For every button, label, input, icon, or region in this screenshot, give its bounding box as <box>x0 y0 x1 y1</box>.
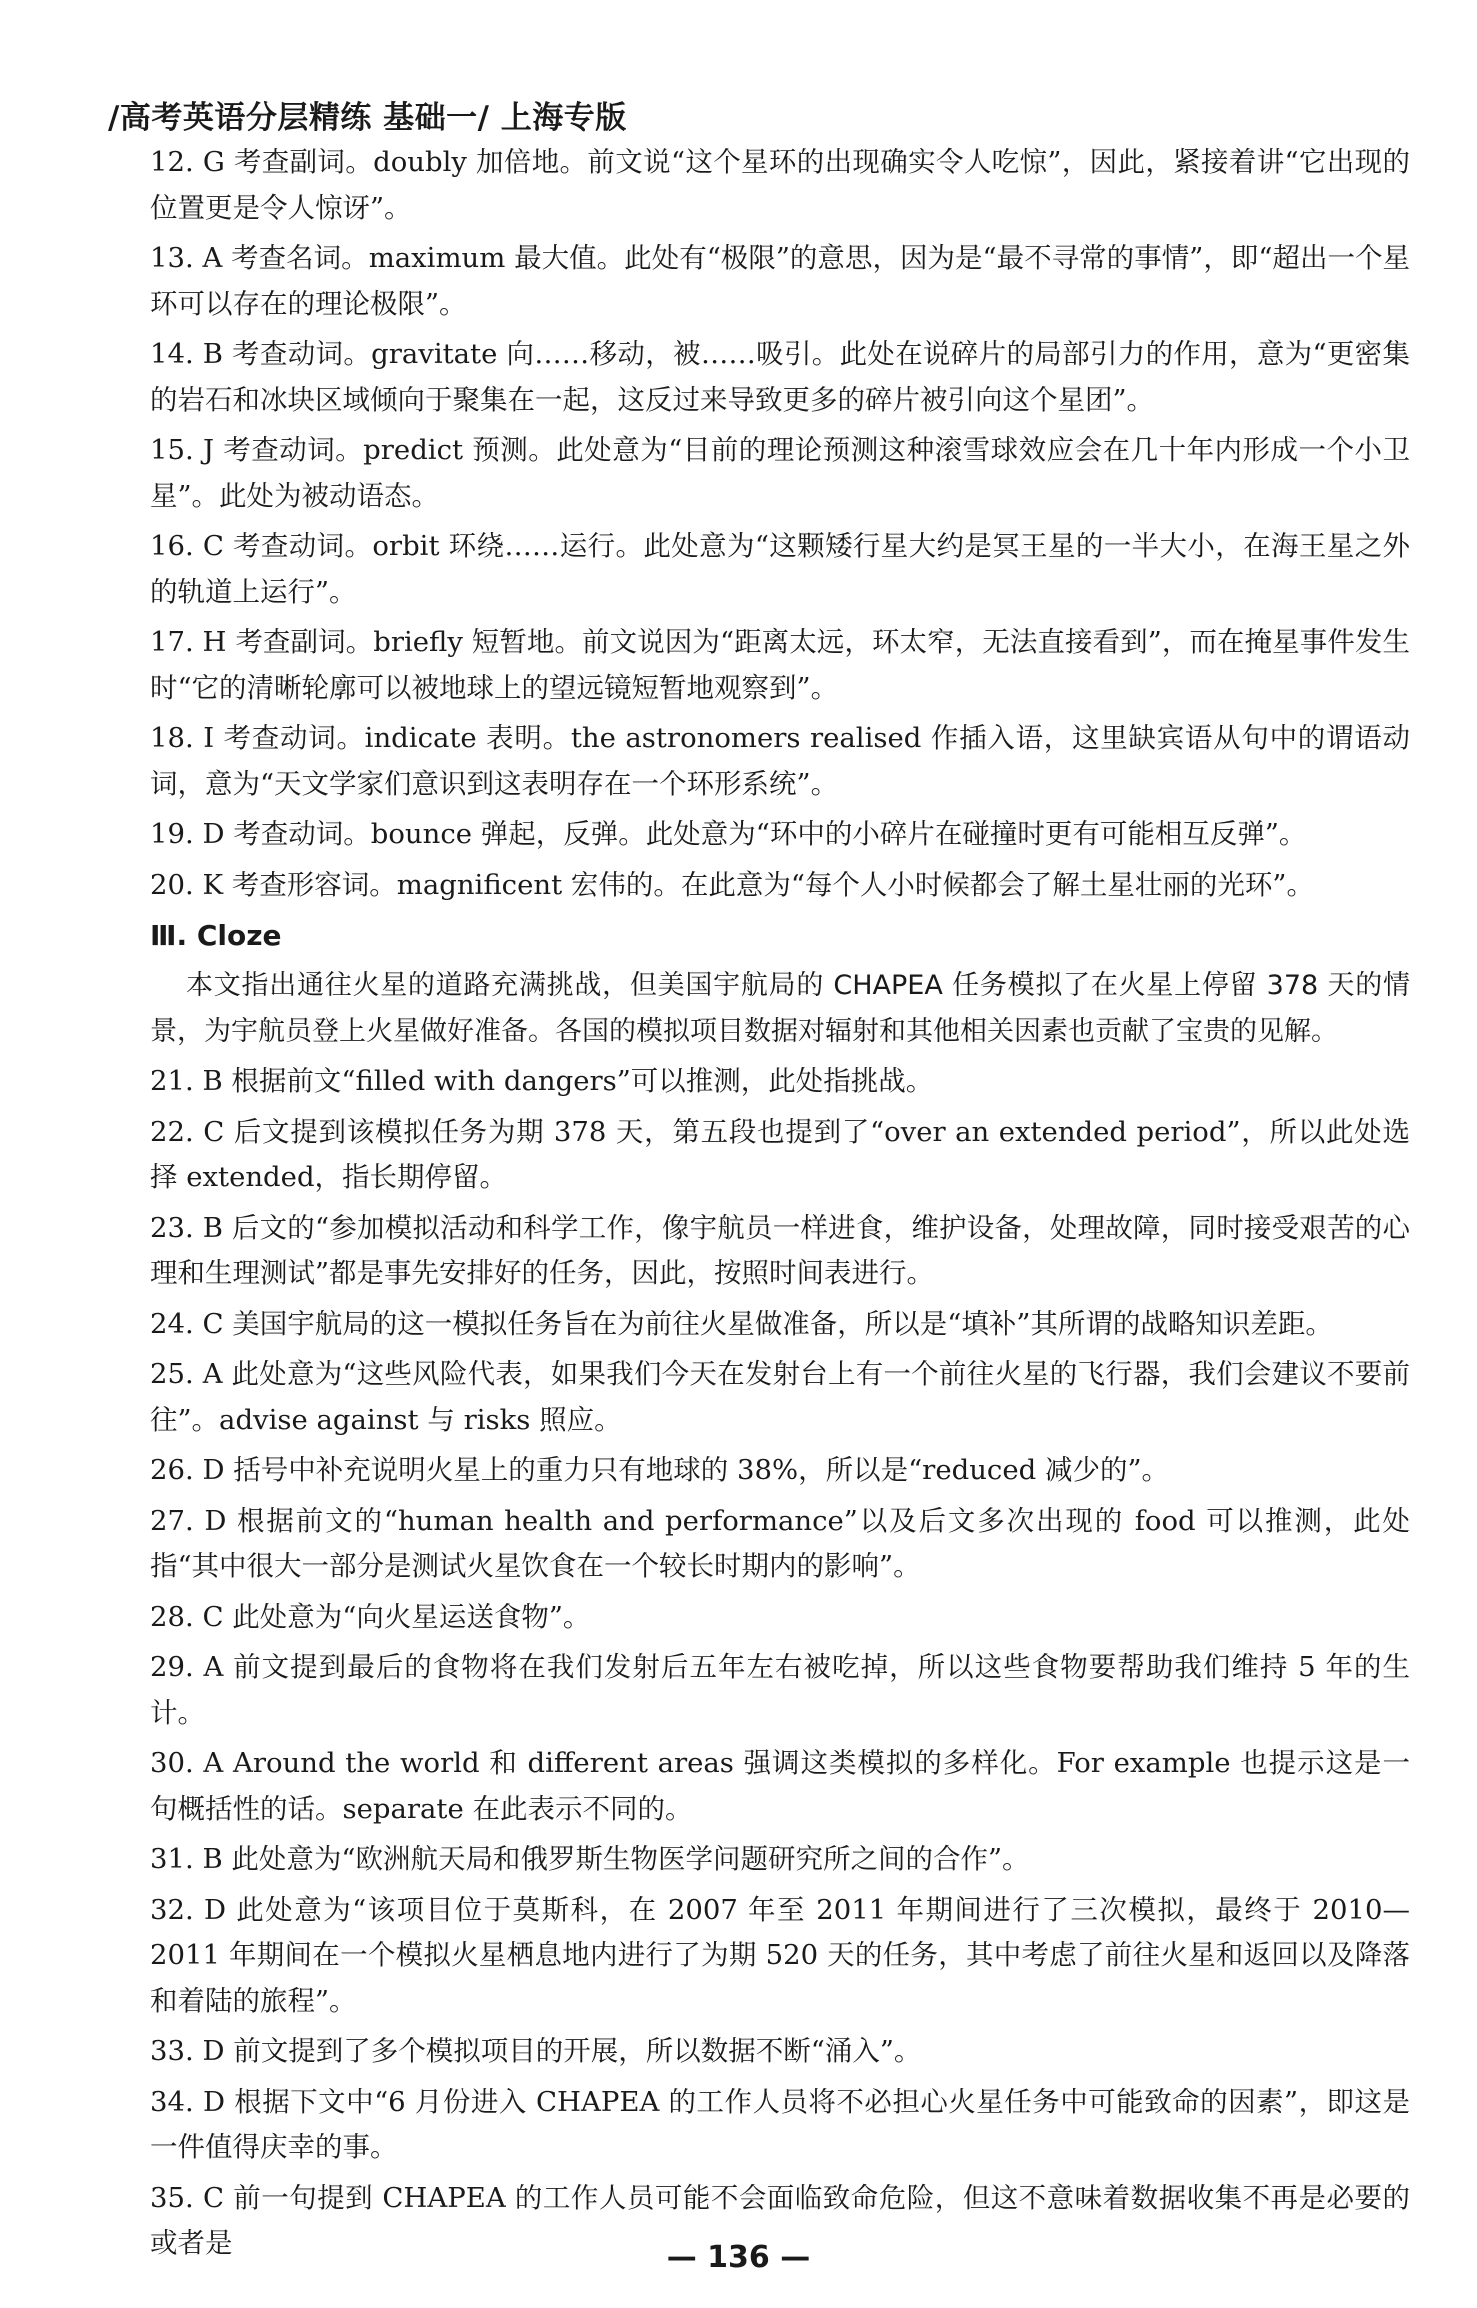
answer-item: 19. D 考查动词。bounce 弹起，反弹。此处意为“环中的小碎片在碰撞时更有可能相互反弹”。 <box>150 818 1307 850</box>
answer-item: 30. A Around the world 和 different areas 强调这类模拟的多样化。For example 也提示这是一句概括性的话。separate 在此表示不同的。 <box>150 1747 1410 1825</box>
answer-item: 20. K 考查形容词。magnificent 宏伟的。在此意为“每个人小时候都会了解土星壮丽的光环”。 <box>150 868 1314 901</box>
answer-item: 32. D 此处意为“该项目位于莫斯科，在 2007 年至 2011 年期间进行了三次模拟，最终于 2010—2011 年期间在一个模拟火星栖息地内进行了为期 520 天的任务，其中考虑了前往火星和返回以及降落和着陆的旅程”。 <box>150 1893 1410 2017</box>
passage-summary: 本文指出通往火星的道路充满挑战，但美国宇航局的 CHAPEA 任务模拟了在火星上停留 378 天的情景，为宇航员登上火星做好准备。各国的模拟项目数据对辐射和其他相关因素也贡献了宝贵的见解。 <box>150 970 1410 1047</box>
answer-list-part-1 <box>150 140 1410 908</box>
answer-item: 27. D 根据前文的“human health and performance”以及后文多次出现的 food 可以推测，此处指“其中很大一部分是测试火星饮食在一个较长时期内的影响”。 <box>150 1504 1410 1582</box>
page-number: — 136 — <box>666 2240 811 2275</box>
content-column <box>150 140 1410 2272</box>
answer-item: 15. J 考查动词。predict 预测。此处意为“目前的理论预测这种滚雪球效应会在几十年内形成一个小卫星”。此处为被动语态。 <box>150 434 1410 512</box>
answer-item: 25. A 此处意为“这些风险代表，如果我们今天在发射台上有一个前往火星的飞行器，我们会建议不要前往”。advise against 与 risks 照应。 <box>150 1358 1410 1436</box>
answer-item: 16. C 考查动词。orbit 环绕……运行。此处意为“这颗矮行星大约是冥王星的一半大小，在海王星之外的轨道上运行”。 <box>150 530 1410 608</box>
answer-item: 22. C 后文提到该模拟任务为期 378 天，第五段也提到了“over an extended period”，所以此处选择 extended，指长期停留。 <box>150 1115 1410 1193</box>
answer-item: 29. A 前文提到最后的食物将在我们发射后五年左右被吃掉，所以这些食物要帮助我们维持 5 年的生计。 <box>150 1651 1410 1729</box>
answer-item: 18. I 考查动词。indicate 表明。the astronomers realised 作插入语，这里缺宾语从句中的谓语动词，意为“天文学家们意识到这表明存在一个环形系统”。 <box>150 722 1410 800</box>
running-head: /高考英语分层精练 基础一/ 上海专版 <box>108 100 627 136</box>
answer-item: 17. H 考查副词。briefly 短暂地。前文说因为“距离太远，环太窄，无法直接看到”，而在掩星事件发生时“它的清晰轮廓可以被地球上的望远镜短暂地观察到”。 <box>150 626 1410 704</box>
answer-item: 21. B 根据前文“filled with dangers”可以推测，此处指挑战。 <box>150 1065 934 1097</box>
answer-item: 13. A 考查名词。maximum 最大值。此处有“极限”的意思，因为是“最不寻常的事情”，即“超出一个星环可以存在的理论极限”。 <box>150 242 1410 320</box>
answer-item: 33. D 前文提到了多个模拟项目的开展，所以数据不断“涌入”。 <box>150 2035 922 2067</box>
answer-item: 35. C 前一句提到 CHAPEA 的工作人员可能不会面临致命危险，但这不意味着数据收集不再是必要的或者是 <box>150 2181 1410 2259</box>
section-heading-cloze: Ⅲ. Cloze <box>150 919 282 952</box>
answer-item: 34. D 根据下文中“6 月份进入 CHAPEA 的工作人员将不必担心火星任务中可能致命的因素”，即这是一件值得庆幸的事。 <box>150 2085 1410 2163</box>
answer-item: 14. B 考查动词。gravitate 向……移动，被……吸引。此处在说碎片的局部引力的作用，意为“更密集的岩石和冰块区域倾向于聚集在一起，这反过来导致更多的碎片被引向这个星团”。 <box>150 338 1410 416</box>
answer-item: 24. C 美国宇航局的这一模拟任务旨在为前往火星做准备，所以是“填补”其所谓的战略知识差距。 <box>150 1307 1333 1340</box>
answer-item: 26. D 括号中补充说明火星上的重力只有地球的 38%，所以是“reduced 减少的”。 <box>150 1454 1170 1486</box>
answer-item: 12. G 考查副词。doubly 加倍地。前文说“这个星环的出现确实令人吃惊”，因此，紧接着讲“它出现的位置更是令人惊讶”。 <box>150 146 1410 224</box>
answer-item: 31. B 此处意为“欧洲航天局和俄罗斯生物医学问题研究所之间的合作”。 <box>150 1843 1030 1875</box>
answer-item: 28. C 此处意为“向火星运送食物”。 <box>150 1600 591 1633</box>
answer-item: 23. B 后文的“参加模拟活动和科学工作，像宇航员一样进食，维护设备，处理故障，同时接受艰苦的心理和生理测试”都是事先安排好的任务，因此，按照时间表进行。 <box>150 1211 1410 1289</box>
answer-list-part-2 <box>150 1059 1410 2267</box>
